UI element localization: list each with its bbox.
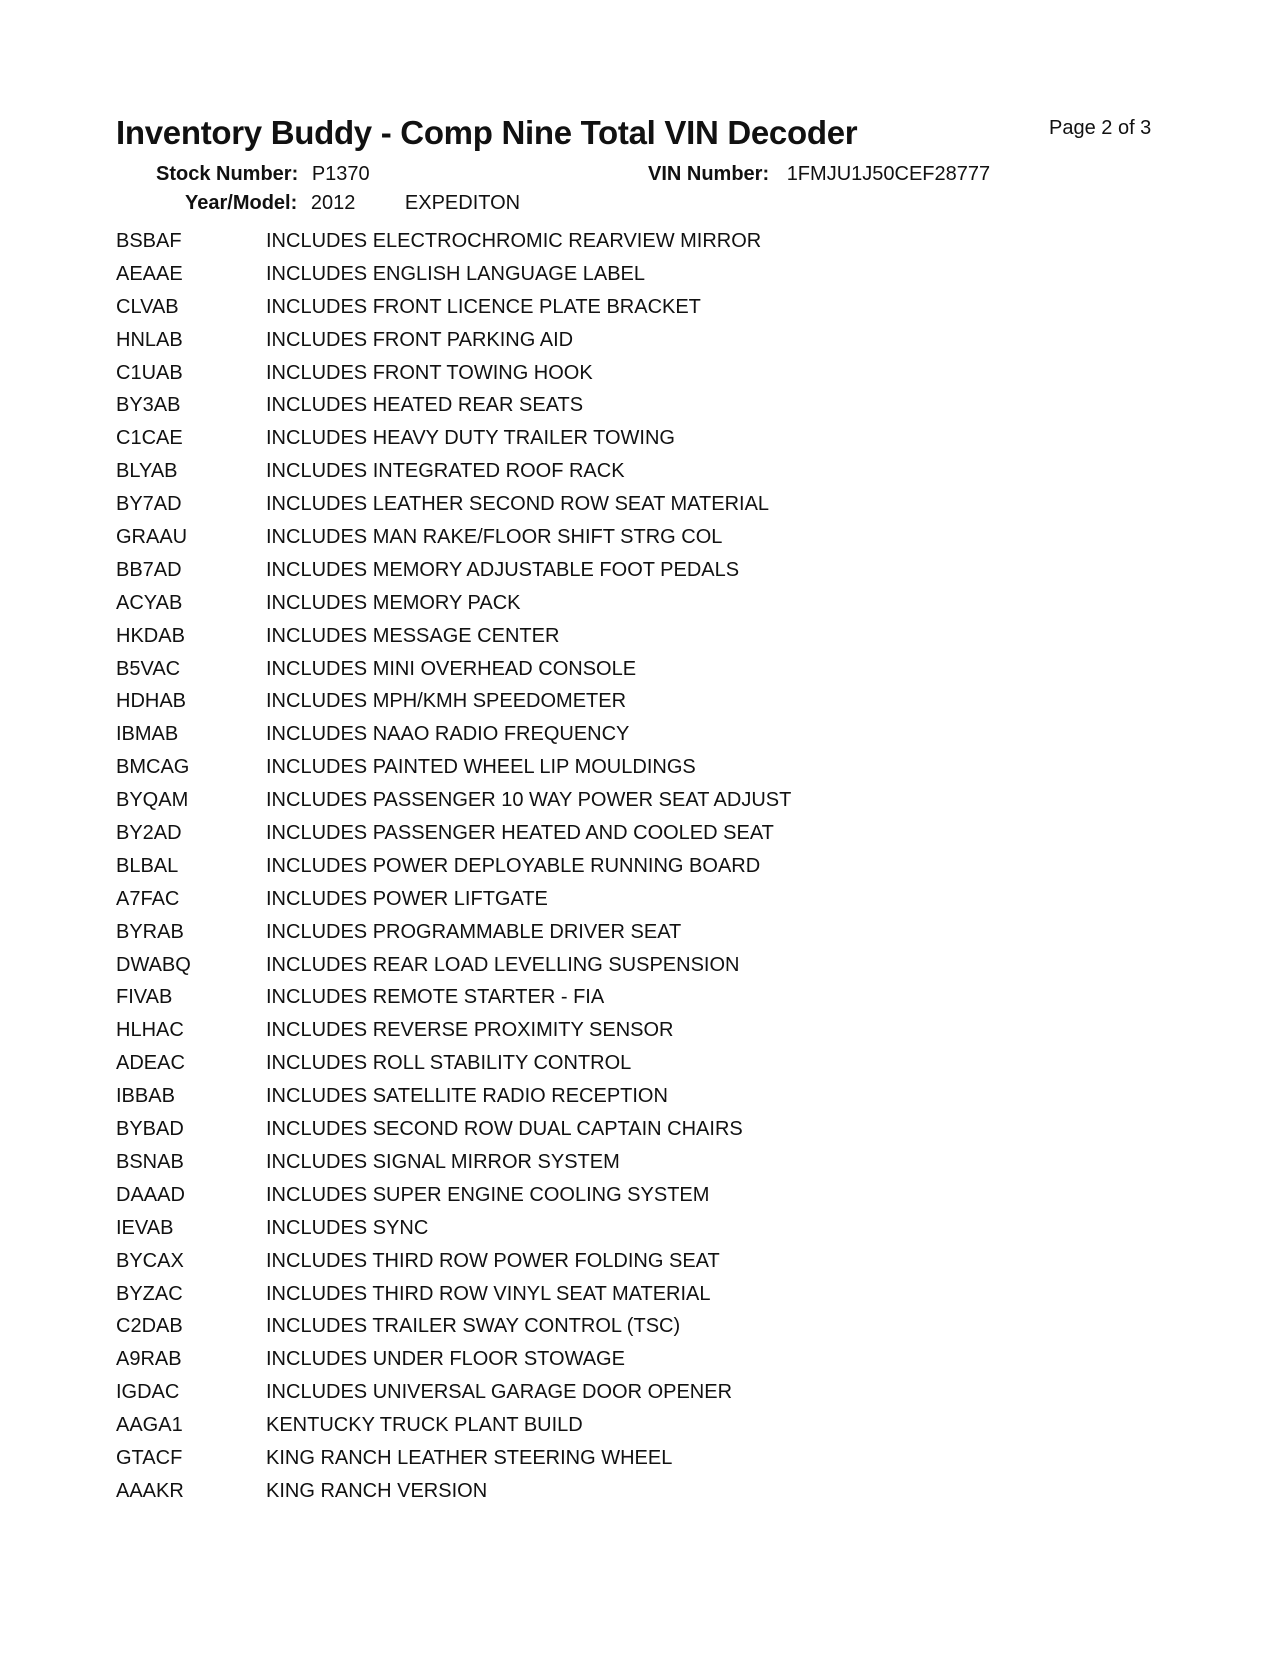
option-description: INCLUDES POWER DEPLOYABLE RUNNING BOARD: [266, 854, 761, 877]
option-description: INCLUDES UNIVERSAL GARAGE DOOR OPENER: [266, 1381, 733, 1404]
list-item: [116, 1052, 791, 1085]
option-description: INCLUDES SATELLITE RADIO RECEPTION: [266, 1085, 668, 1108]
option-code: IBMAB: [116, 723, 179, 746]
list-item: [116, 1348, 791, 1381]
option-code: BLBAL: [116, 854, 179, 877]
list-item: [116, 460, 791, 493]
list-item: [116, 427, 791, 460]
option-description: INCLUDES PAINTED WHEEL LIP MOULDINGS: [266, 756, 696, 779]
model-value: EXPEDITON: [404, 192, 521, 214]
list-item: [116, 296, 791, 329]
option-code: BMCAG: [116, 756, 190, 779]
option-description: INCLUDES FRONT LICENCE PLATE BRACKET: [266, 295, 701, 318]
option-code: BY3AB: [116, 394, 181, 417]
option-description: INCLUDES MAN RAKE/FLOOR SHIFT STRG COL: [266, 526, 723, 549]
list-item: [116, 690, 791, 723]
list-item: [116, 362, 791, 395]
option-description: INCLUDES UNDER FLOOR STOWAGE: [266, 1348, 625, 1371]
option-description: INCLUDES MEMORY ADJUSTABLE FOOT PEDALS: [266, 558, 740, 581]
list-item: [116, 1118, 791, 1151]
option-description: INCLUDES PASSENGER HEATED AND COOLED SEAT: [266, 822, 774, 845]
option-code: ADEAC: [116, 1052, 185, 1075]
list-item: [116, 986, 791, 1019]
list-item: [116, 756, 791, 789]
list-item: [116, 789, 791, 822]
list-item: [116, 1217, 791, 1250]
option-description: INCLUDES REVERSE PROXIMITY SENSOR: [266, 1019, 674, 1042]
option-description: INCLUDES HEATED REAR SEATS: [266, 394, 584, 417]
list-item: [116, 1151, 791, 1184]
option-description: INCLUDES LEATHER SECOND ROW SEAT MATERIAL: [266, 493, 770, 516]
option-code: C1CAE: [116, 427, 183, 450]
option-description: KING RANCH VERSION: [266, 1479, 488, 1502]
option-description: INCLUDES REAR LOAD LEVELLING SUSPENSION: [266, 953, 740, 976]
list-item: [116, 1019, 791, 1052]
option-code: IEVAB: [116, 1216, 174, 1239]
list-item: [116, 1250, 791, 1283]
option-description: INCLUDES PASSENGER 10 WAY POWER SEAT ADJUST: [266, 789, 792, 812]
vin-number-value: 1FMJU1J50CEF28777: [786, 163, 991, 185]
stock-number: [156, 163, 370, 186]
option-code: BYQAM: [116, 789, 189, 812]
option-description: INCLUDES SIGNAL MIRROR SYSTEM: [266, 1150, 620, 1173]
option-code: C1UAB: [116, 361, 183, 384]
list-item: [116, 559, 791, 592]
option-code: A7FAC: [116, 887, 180, 910]
list-item: [116, 230, 791, 263]
option-code: BLYAB: [116, 460, 178, 483]
option-code: BY7AD: [116, 493, 182, 516]
option-code: BY2AD: [116, 822, 182, 845]
option-code: C2DAB: [116, 1315, 183, 1338]
list-item: [116, 592, 791, 625]
list-item: [116, 658, 791, 691]
page-title: Inventory Buddy - Comp Nine Total VIN Decoder: [116, 114, 858, 151]
list-item: [116, 822, 791, 855]
option-description: INCLUDES TRAILER SWAY CONTROL (TSC): [266, 1315, 681, 1338]
list-item: [116, 1283, 791, 1316]
option-code: IGDAC: [116, 1381, 180, 1404]
option-description: INCLUDES POWER LIFTGATE: [266, 887, 548, 910]
option-description: INCLUDES MINI OVERHEAD CONSOLE: [266, 657, 637, 680]
option-code: DWABQ: [116, 953, 191, 976]
option-code: AAGA1: [116, 1414, 183, 1437]
option-description: INCLUDES NAAO RADIO FREQUENCY: [266, 723, 630, 746]
option-description: INCLUDES MESSAGE CENTER: [266, 624, 560, 647]
list-item: [116, 1315, 791, 1348]
option-code: AEAAE: [116, 262, 183, 285]
option-description: INCLUDES REMOTE STARTER - FIA: [266, 986, 605, 1009]
list-item: [116, 394, 791, 427]
option-code-list: [116, 230, 791, 1513]
list-item: [116, 1447, 791, 1480]
option-code: BYRAB: [116, 920, 184, 943]
option-description: INCLUDES MPH/KMH SPEEDOMETER: [266, 690, 627, 713]
option-code: AAAKR: [116, 1479, 184, 1502]
list-item: [116, 1414, 791, 1447]
option-description: KING RANCH LEATHER STEERING WHEEL: [266, 1446, 673, 1469]
option-code: BB7AD: [116, 558, 182, 581]
page-number: Page 2 of 3: [1049, 117, 1152, 139]
list-item: [116, 493, 791, 526]
option-code: A9RAB: [116, 1348, 182, 1371]
option-description: INCLUDES INTEGRATED ROOF RACK: [266, 460, 625, 483]
list-item: [116, 263, 791, 296]
option-code: ACYAB: [116, 591, 183, 614]
option-code: GTACF: [116, 1446, 183, 1469]
list-item: [116, 1480, 791, 1513]
option-description: INCLUDES FRONT TOWING HOOK: [266, 361, 593, 384]
option-code: B5VAC: [116, 657, 181, 680]
option-code: BYCAX: [116, 1249, 184, 1272]
list-item: [116, 526, 791, 559]
option-description: INCLUDES SYNC: [266, 1216, 429, 1239]
list-item: [116, 329, 791, 362]
option-description: INCLUDES ENGLISH LANGUAGE LABEL: [266, 262, 646, 285]
option-code: BYBAD: [116, 1118, 184, 1141]
list-item: [116, 1085, 791, 1118]
option-code: BSBAF: [116, 230, 182, 252]
list-item: [116, 723, 791, 756]
year-model-label: Year/Model:: [185, 192, 298, 214]
option-code: GRAAU: [116, 526, 188, 549]
list-item: [116, 888, 791, 921]
list-item: [116, 954, 791, 987]
option-description: INCLUDES MEMORY PACK: [266, 591, 521, 614]
stock-number-value: P1370: [311, 163, 370, 185]
option-description: INCLUDES THIRD ROW VINYL SEAT MATERIAL: [266, 1282, 711, 1305]
option-description: INCLUDES SECOND ROW DUAL CAPTAIN CHAIRS: [266, 1118, 743, 1141]
list-item: [116, 625, 791, 658]
option-description: INCLUDES ELECTROCHROMIC REARVIEW MIRROR: [266, 230, 762, 252]
vin-number-label: VIN Number:: [648, 163, 770, 185]
option-code: BYZAC: [116, 1282, 183, 1305]
option-code: HKDAB: [116, 624, 185, 647]
option-code: IBBAB: [116, 1085, 175, 1108]
year-model: [185, 192, 520, 215]
option-description: INCLUDES SUPER ENGINE COOLING SYSTEM: [266, 1183, 710, 1206]
year-value: 2012: [310, 192, 356, 214]
option-description: INCLUDES PROGRAMMABLE DRIVER SEAT: [266, 920, 682, 943]
list-item: [116, 1184, 791, 1217]
stock-number-label: Stock Number:: [156, 163, 299, 185]
option-description: KENTUCKY TRUCK PLANT BUILD: [266, 1414, 583, 1437]
option-description: INCLUDES ROLL STABILITY CONTROL: [266, 1052, 632, 1075]
option-code: HDHAB: [116, 690, 187, 713]
list-item: [116, 855, 791, 888]
option-code: DAAAD: [116, 1183, 185, 1206]
option-code: HLHAC: [116, 1019, 184, 1042]
option-code: BSNAB: [116, 1150, 184, 1173]
option-code: HNLAB: [116, 328, 183, 351]
option-description: INCLUDES HEAVY DUTY TRAILER TOWING: [266, 427, 675, 450]
list-item: [116, 1381, 791, 1414]
option-code: CLVAB: [116, 295, 179, 318]
option-code: FIVAB: [116, 986, 173, 1009]
option-description: INCLUDES THIRD ROW POWER FOLDING SEAT: [266, 1249, 720, 1272]
vin-number: [648, 163, 990, 186]
option-description: INCLUDES FRONT PARKING AID: [266, 328, 574, 351]
list-item: [116, 921, 791, 954]
